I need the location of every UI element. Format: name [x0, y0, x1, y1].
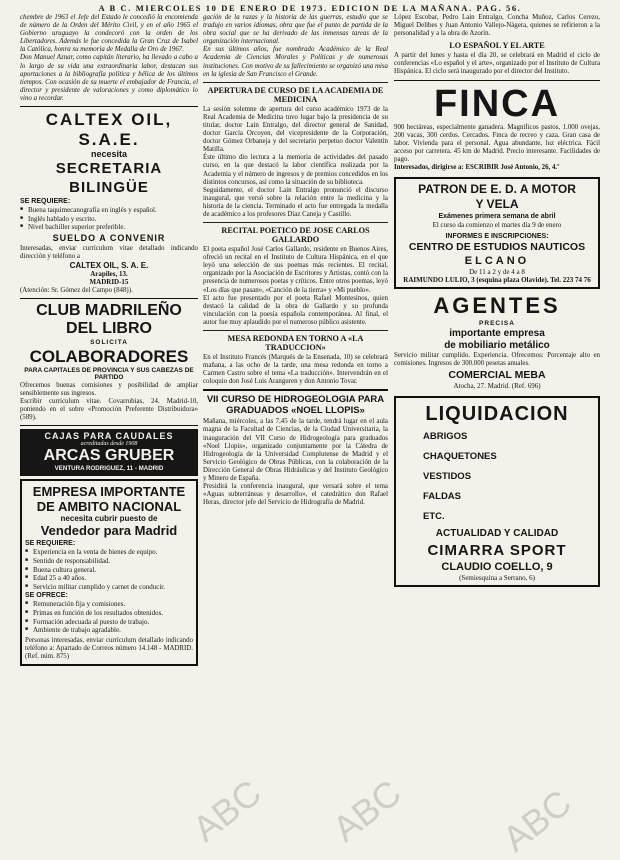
liquidacion-addr-2: (Semiesquina a Serrano, 6) [459, 573, 535, 582]
club-libro-ad [20, 302, 198, 422]
article-text: Mañana, miércoles, a las 7,45 de la tarde, tendrá lugar en el aula magna de la Facultad de Ciencias, de la Ciudad Universitaria, la inauguración del VII Curso de Hidrogeología para graduados «Noel Llopis», organizado conjuntamente por la Cátedra de Hidrogeología de la Universidad Complutense de Madrid y el Servicio Geológico de Obras Públicas, con la colaboración de la Dirección General de Obras Hidráulicas y del Instituto Geológico y Minero de España. [203, 418, 388, 483]
page-header: A B C. MIERCOLES 10 DE ENERO DE 1973. EDICION DE LA MAÑANA. PAG. 56. [98, 3, 522, 13]
finca-ad [394, 84, 600, 173]
caltex-note: Interesadas, enviar currículum vitae detallado indicando dirección y teléfono a [20, 244, 198, 260]
caltex-addr1: CALTEX OIL, S. A. E. [69, 261, 149, 270]
caltex-req-list [20, 206, 198, 232]
cajas-line2: acreditadas desde 1908 [80, 441, 138, 448]
article-text: A partir del lunes y hasta el día 20, se celebrará en Madrid el ciclo de conferencias «Lo español y el arte», organizado por el Instituto de Cultura Hispánica. El ciclo será inaugurado por el director del Instituto. [394, 52, 600, 76]
empresa-req-label: SE REQUIERE: [25, 540, 76, 548]
empresa-ref: Personas interesadas, enviar currículum detallado indicando teléfono a: Apartado de Correos número 14.148 - MADRID. (Ref. núm. 875) [25, 636, 193, 660]
agentes-name: COMERCIAL MEBA [448, 368, 546, 381]
divider [20, 298, 198, 299]
list-item: ■ Remuneración fija y comisiones. [25, 600, 193, 609]
headline: MESA REDONDA EN TORNO A «LA TRADUCCION» [227, 334, 364, 352]
list-item: ■ Ambiente de trabajo agradable. [25, 626, 193, 635]
agentes-addr: Atocha, 27. Madrid. (Ref. 696) [453, 381, 541, 390]
patron-exam: Exámenes primera semana de abril [438, 213, 556, 221]
finca-title: FINCA [433, 82, 561, 125]
liquidacion-addr: CLAUDIO COELLO, 9 [441, 560, 553, 573]
patron-exam-2: El curso da comienzo el martes día 9 de enero [432, 221, 562, 230]
caltex-ref: (Atención: Sr. Gómez del Campo (848)). [20, 286, 133, 294]
agentes-text: Servicio militar cumplido. Experiencia. Ofrecemos: Porcentaje alto en comisiones. Ingresos de 300.000 pesetas anuales. [394, 352, 600, 368]
list-item: ■ Experiencia en la venta de bienes de equipo. [25, 548, 193, 557]
article-text: gación de la razas y la historia de las guerras, estudio que se tradujo en varios idiomas, obra que fue el punto de partida de la obra social que se ha derivado de las inmensas tareas de la organización internacional. [203, 14, 388, 46]
divider [203, 82, 388, 83]
empresa-offer-list [25, 600, 193, 634]
article-text: López Escobar, Pedro Lain Entralgo, Concha Muñoz, Carlos Cerezo, Miguel Delibes y Juan Antonio Vallejo-Nágera, quienes se refirieron a la personalidad y a la obra de Azorín. [394, 14, 600, 38]
cajas-line1: CAJAS PARA CAUDALES [44, 431, 174, 442]
divider [203, 389, 388, 391]
patron-addr: RAIMUNDO LULIO, 3 (esquina plaza Olavide). Tel. 223 74 76 [403, 275, 591, 284]
liquidacion-brand: CIMARRA SPORT [427, 541, 567, 559]
list-item: ■ Formación adecuada al puesto de trabajo. [25, 618, 193, 627]
list-item: ■ Buena taquimecanografía en inglés y español. [20, 206, 198, 215]
empresa-title-1: EMPRESA IMPORTANTE [32, 484, 186, 500]
article-text: chembre de 1963 el Jefe del Estado le concedió la encomienda de número de la Orden del Mérito Civil, y en el año 1965 el Gobierno uruguayo la condecoró con la orden de los Libertadores. Además le fue concedida la Gran Cruz de Isabel la Católica, honra su memoria de Medalla de Oro de 1967. [20, 14, 198, 54]
liquidacion-slogan: ACTUALIDAD Y CALIDAD [435, 527, 559, 539]
club-job: COLABORADORES [29, 346, 189, 366]
club-title-2: DEL LIBRO [66, 319, 152, 337]
divider [20, 106, 198, 107]
list-item: ■ Sentido de responsabilidad. [25, 557, 193, 566]
finca-text: 900 hectáreas, especialmente ganadera. Magníficos pastos, 1.000 ovejas, 200 vacas, 300 cerdos. Cercados. Finca de recreo y caza. Gran casa de labor. Vivienda para el personal. Agua abundante, luz eléctrica. Fácil acceso por carretera. 45 km de Madrid. Precio interesante. Facilidades de pago. [394, 123, 600, 163]
empresa-title-2: DE AMBITO NACIONAL [36, 499, 182, 515]
headline: LO ESPAÑOL Y EL ARTE [449, 41, 545, 51]
liquidacion-list [399, 427, 595, 527]
club-text: Ofrecemos buenas comisiones y posibilidad de ampliar sensiblemente sus ingresos. [20, 381, 198, 397]
list-item: ■ Primas en función de los resultados obtenidos. [25, 609, 193, 618]
caltex-ad [20, 110, 198, 295]
article-text: En el Instituto Francés (Marqués de la Ensenada, 10) se celebrará mañana, a las ocho de la tarde, una mesa redonda en torno a Carmen Castro sobre el tema «La traducción». Intervendrán en el coloquio don José Luis Aranguren y don Antonio Tovar. [203, 354, 388, 386]
divider [394, 80, 600, 81]
caltex-needs: necesita [90, 149, 128, 160]
caltex-addr2: Arapiles, 13. [90, 270, 128, 278]
list-item: ■ Edad 25 a 40 años. [25, 574, 193, 583]
watermark: ABC [494, 781, 579, 860]
caltex-salary: SUELDO A CONVENIR [52, 232, 166, 243]
article-text: El poeta español José Carlos Gallardo, residente en Buenos Aires, ofreció un recital en el Instituto de Cultura Hispánica, en el que leyó una selección de sus poemas más recientes. El recital, organizado por la Asociación de Escritores y Artistas, contó con la presencia de numerosos poetas y críticos. Entre otros poemas, leyó «Los días que pasan», «Canción de la tierra» y «Mi pueblo». [203, 246, 388, 294]
caltex-title: CALTEX OIL, S.A.E. [45, 110, 173, 150]
agentes-ad [394, 293, 600, 390]
list-item: FALDAS [423, 490, 461, 502]
article-text: Presidirá la conferencia inaugural, que versará sobre el tema «Aguas subterráneas y desarrollo», el catedrático don Rafael Heras, director jefe del Servicio de Hidrografía de Madrid. [203, 483, 388, 507]
list-item: ETC. [423, 510, 445, 522]
article-text: El acto fue presentado por el poeta Rafael Montesinos, quien destacó la calidad de la obra de Gallardo y su profunda vinculación con la poesía española contemporánea. Al final, el autor fue muy aplaudido por el numeroso público asistente. [203, 294, 388, 326]
club-ref: Escribir currículum vitae. Covarrubias, 24. Madrid-10, poniendo en el sobre «Promoción Preferente Distribuidora» (589). [20, 398, 198, 422]
club-title-1: CLUB MADRILEÑO [36, 301, 182, 319]
article-text: En sus últimos años, fue nombrado Académico de la Real Academia de Ciencias Morales y Políticas y de numerosas instituciones. Con motivo de su fallecimiento se organizó una misa en la iglesia de San Francisco el Grande. [203, 46, 388, 78]
patron-ad [394, 177, 600, 289]
patron-hours: De 11 a 2 y de 4 a 8 [469, 267, 525, 276]
cajas-ad [20, 429, 198, 476]
divider [203, 330, 388, 331]
empresa-job: Vendedor para Madrid [40, 523, 178, 539]
empresa-offer-label: SE OFRECE: [25, 592, 68, 600]
list-item: ■ Buena cultura general. [25, 566, 193, 575]
patron-center: CENTRO DE ESTUDIOS NAUTICOS [408, 240, 586, 253]
empresa-needs: necesita cubrir puesto de [60, 514, 158, 524]
list-item: ABRIGOS [423, 430, 468, 442]
divider [20, 425, 198, 426]
caltex-addr3: MADRID-15 [89, 278, 129, 287]
list-item: ■ Inglés hablado y escrito. [20, 215, 198, 224]
empresa-req-list [25, 548, 193, 591]
cajas-brand: ARCAS GRUBER [43, 447, 175, 465]
patron-name: ELCANO [464, 254, 530, 267]
empresa-ad [20, 479, 198, 666]
club-solicita: SOLICITA [90, 338, 128, 346]
agentes-title: AGENTES [433, 293, 561, 319]
list-item: VESTIDOS [423, 470, 472, 482]
article-text: Éste último dio lectura a la memoria de actividades del pasado curso, en la que destacó la labor científica realizada por la Academia y el número de ingresos y de premios concedidos en los distintos concursos, así como la situación de su biblioteca. [203, 154, 388, 186]
headline: RECITAL POETICO DE JOSE CARLOS GALLARDO [221, 226, 370, 245]
article-text: Seguidamente, el doctor Lain Entralgo pronunció el discurso inaugural, que versó sobre la relación entre la medicina y la historia de la ciencia. Terminado el acto fue entregada la medalla de académico a los profesores Díaz Caneja y Castillo. [203, 186, 388, 218]
article-text: Don Manuel Aznar, como capitán literario, ha llevado a cabo a lo largo de su vida una extraordinaria labor, destacan sus aportaciones a la bibliografía política y bélica de los últimos tiempos. Con ocasión de su muerte el embajador de Francia, el director y presidente de valoraciones y como diplomático lo vino a recordar. [20, 54, 198, 102]
caltex-req-label: SE REQUIERE: [20, 198, 71, 206]
agentes-precisa: PRECISA [479, 320, 515, 328]
column-right [394, 14, 600, 842]
watermark: ABC [184, 771, 269, 850]
watermark: ABC [324, 771, 409, 850]
headline: VII CURSO DE HIDROGEOLOGIA PARA GRADUADOS «NOEL LLOPIS» [206, 394, 385, 417]
article-text: La sesión solemne de apertura del curso académico 1973 de la Real Academia de Medicina tuvo lugar bajo la presidencia de su titular, doctor Lain Entralgo, del director general de Sanidad, doctor García Orcoyen, del vicepresidente de la Corporación, doctor Gómez Orbaneja y del secretario perpetuo doctor Valentín Matilla. [203, 105, 388, 154]
column-left [20, 14, 198, 842]
column-middle [203, 14, 388, 842]
headline: APERTURA DE CURSO DE LA ACADEMIA DE MEDICINA [207, 85, 384, 104]
club-sub: PARA CAPITALES DE PROVINCIA Y SUS CABEZAS DE PARTIDO [24, 366, 194, 382]
caltex-job: SECRETARIA BILINGÜE [55, 160, 163, 197]
liquidacion-ad [394, 396, 600, 587]
patron-inscr: INFORMES E INSCRIPCIONES: [445, 232, 549, 240]
list-item: CHAQUETONES [423, 450, 497, 462]
divider [203, 222, 388, 223]
list-item: ■ Nivel bachiller superior preferible. [20, 223, 198, 232]
liquidacion-title: LIQUIDACION [425, 402, 569, 425]
finca-contact: Interesados, dirigirse a: ESCRIBIR José Antonio, 26, 4.º [394, 164, 560, 172]
agentes-company: importante empresa [449, 328, 545, 340]
cajas-line3: VENTURA RODRIGUEZ, 11 - MADRID [54, 465, 164, 473]
list-item: ■ Servicio militar cumplido y carnet de conducir. [25, 583, 193, 592]
agentes-company-2: de mobiliario metálico [444, 340, 550, 352]
patron-title-2: Y VELA [475, 197, 519, 212]
patron-title-1: PATRON DE E. D. A MOTOR [418, 182, 576, 197]
